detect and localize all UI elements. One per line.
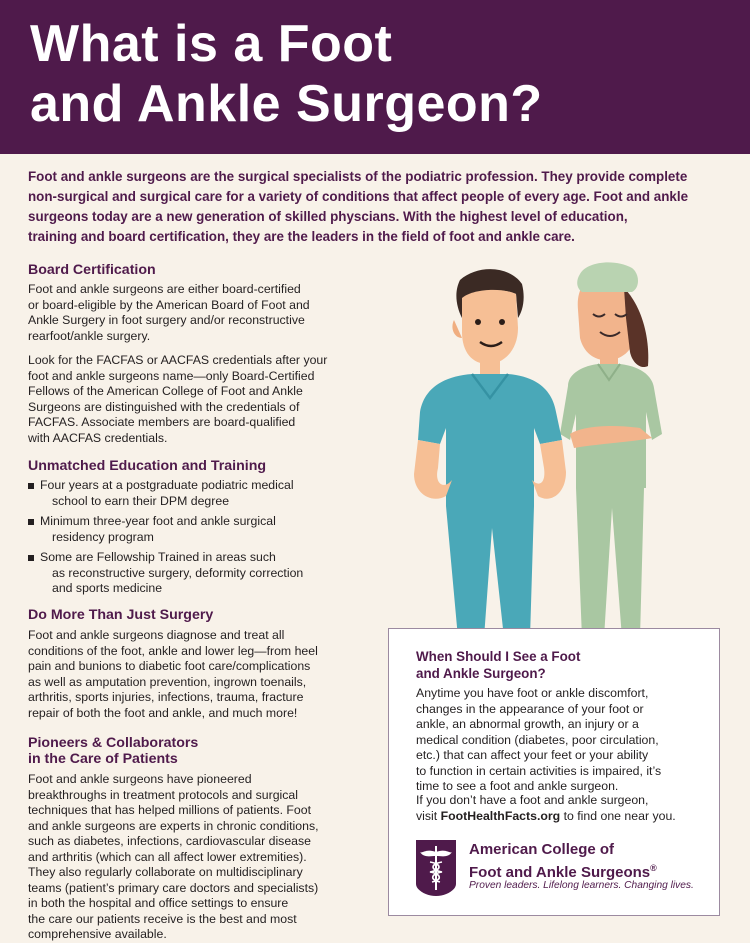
text-line: conditions of the foot, ankle and lower leg—from heel: [28, 643, 318, 658]
text-line: FACFAS. Associate members are board-qualified: [28, 415, 296, 429]
text-fragment: visit: [416, 808, 441, 823]
text-line: Anytime you have foot or ankle discomfort,: [416, 686, 649, 700]
text-line: Surgeons are distinguished with the credentials of: [28, 399, 300, 414]
text-line: in both the hospital and office settings to ensure: [28, 896, 289, 910]
text-line: etc.) that can affect your feet or your ability: [416, 748, 649, 762]
section-pioneers: [28, 735, 364, 943]
text-line: Pioneers & Collaborators: [28, 735, 199, 751]
organization-name: [469, 841, 709, 882]
text-line: Look for the FACFAS or AACFAS credentials after your: [28, 353, 328, 367]
board-cert-paragraph-2: [28, 353, 364, 446]
text-line: arthritis, sports injuries, infections, trauma, fracture: [28, 690, 304, 704]
text-line: and Ankle Surgeon?: [416, 666, 546, 681]
text-line: and sports medicine: [52, 581, 163, 595]
text-line: Foot and Ankle Surgeons: [469, 864, 651, 881]
text-line: with AACFAS credentials.: [28, 430, 168, 445]
intro-paragraph: [28, 167, 728, 247]
text-line: to function in certain activities is impaired, it’s: [416, 763, 662, 778]
text-line: time to see a foot and ankle surgeon.: [416, 779, 619, 793]
text-line: comprehensive available.: [28, 927, 167, 941]
section-title: Unmatched Education and Training: [28, 458, 267, 474]
text-line: Minimum three-year foot and ankle surgical: [40, 514, 276, 528]
text-line: changes in the appearance of your foot or: [416, 701, 644, 716]
bullet-square-icon: [28, 483, 34, 489]
text-line: pain and bunions to diabetic foot care/complications: [28, 659, 311, 673]
callout-body: [416, 686, 711, 795]
text-line: They also regularly collaborate on multidisciplinary: [28, 865, 303, 879]
text-line: breakthroughs in treatment protocols and surgical: [28, 787, 298, 802]
text-line: school to earn their DPM degree: [52, 493, 230, 508]
text-line: rearfoot/ankle surgery.: [28, 328, 151, 343]
header-banner: [0, 0, 750, 154]
surgeons-illustration: [400, 258, 690, 638]
intro-line: non-surgical and surgical care for a variety of conditions that affect people of every age. Foot and ankle: [28, 189, 689, 204]
section-education: [28, 458, 364, 602]
text-line: and arthritis (which can all affect lower extremities).: [28, 849, 307, 864]
text-line: When Should I See a Foot: [416, 649, 581, 664]
section-title: Board Certification: [28, 262, 156, 278]
text-line: Four years at a postgraduate podiatric medical: [40, 478, 294, 492]
bullet-square-icon: [28, 555, 34, 561]
list-item: [28, 550, 364, 597]
female-surgeon-figure: [560, 262, 662, 638]
title-line-1: What is a Foot: [30, 15, 393, 73]
registered-mark: ®: [650, 863, 657, 873]
text-fragment: to find one near you.: [560, 808, 676, 823]
callout-title: [416, 648, 706, 682]
list-item: [28, 478, 364, 509]
education-list: [28, 478, 364, 597]
list-item: [28, 514, 364, 545]
text-line: and ankle surgeons are experts in chronic conditions,: [28, 818, 319, 833]
caduceus-logo-icon: [416, 840, 456, 896]
bullet-square-icon: [28, 519, 34, 525]
foothealthfacts-link[interactable]: FootHealthFacts.org: [440, 808, 561, 823]
text-line: Some are Fellowship Trained in areas such: [40, 550, 276, 564]
text-line: repair of both the foot and ankle, and much more!: [28, 705, 298, 720]
find-surgeon-text: [416, 793, 711, 824]
more-than-surgery-paragraph: [28, 628, 364, 721]
text-line: American College of: [469, 841, 615, 858]
page-title: [30, 14, 543, 134]
section-title: Do More Than Just Surgery: [28, 607, 214, 623]
text-line: Foot and ankle surgeons are either board-certified: [28, 282, 301, 296]
intro-line: surgeons today are a new generation of skilled physcians. With the highest level of education,: [28, 209, 628, 224]
intro-line: Foot and ankle surgeons are the surgical specialists of the podiatric profession. They provide complete: [28, 169, 688, 184]
text-line: Foot and ankle surgeons have pioneered: [28, 772, 252, 786]
text-line: the care our patients receive is the best and most: [28, 911, 297, 926]
male-surgeon-figure: [414, 269, 566, 638]
section-board-certification: [28, 262, 364, 446]
text-line: medical condition (diabetes, poor circulation,: [416, 732, 659, 747]
text-line: techniques that has helped millions of patients. Foot: [28, 803, 312, 817]
text-line: If you don’t have a foot and ankle surgeon,: [416, 793, 649, 807]
text-line: such as diabetes, infections, cardiovascular disease: [28, 834, 311, 848]
text-line: ankle, an abnormal growth, an injury or a: [416, 717, 639, 731]
text-line: Foot and ankle surgeons diagnose and treat all: [28, 628, 285, 642]
text-line: Ankle Surgery in foot surgery and/or reconstructive: [28, 313, 305, 327]
callout-box: [388, 628, 720, 916]
text-line: as reconstructive surgery, deformity correction: [52, 565, 304, 580]
text-line: or board-eligible by the American Board of Foot and: [28, 297, 310, 312]
board-cert-paragraph-1: [28, 282, 364, 344]
section-title: [28, 735, 364, 767]
text-line: foot and ankle surgeons name—only Board-Certified: [28, 368, 315, 383]
pioneers-paragraph: [28, 772, 364, 943]
title-line-2: and Ankle Surgeon?: [30, 75, 543, 133]
organization-tagline: Proven leaders. Lifelong learners. Changing lives.: [469, 880, 694, 891]
text-line: in the Care of Patients: [28, 751, 178, 767]
text-line: teams (patient’s primary care doctors and specialists): [28, 880, 319, 895]
text-line: as well as amputation prevention, ingrown toenails,: [28, 674, 307, 689]
text-line: Fellows of the American College of Foot and Ankle: [28, 384, 303, 398]
section-more-than-surgery: [28, 607, 364, 721]
text-line: residency program: [52, 529, 154, 544]
intro-line: training and board certification, they are the leaders in the field of foot and ankle care.: [28, 229, 575, 244]
